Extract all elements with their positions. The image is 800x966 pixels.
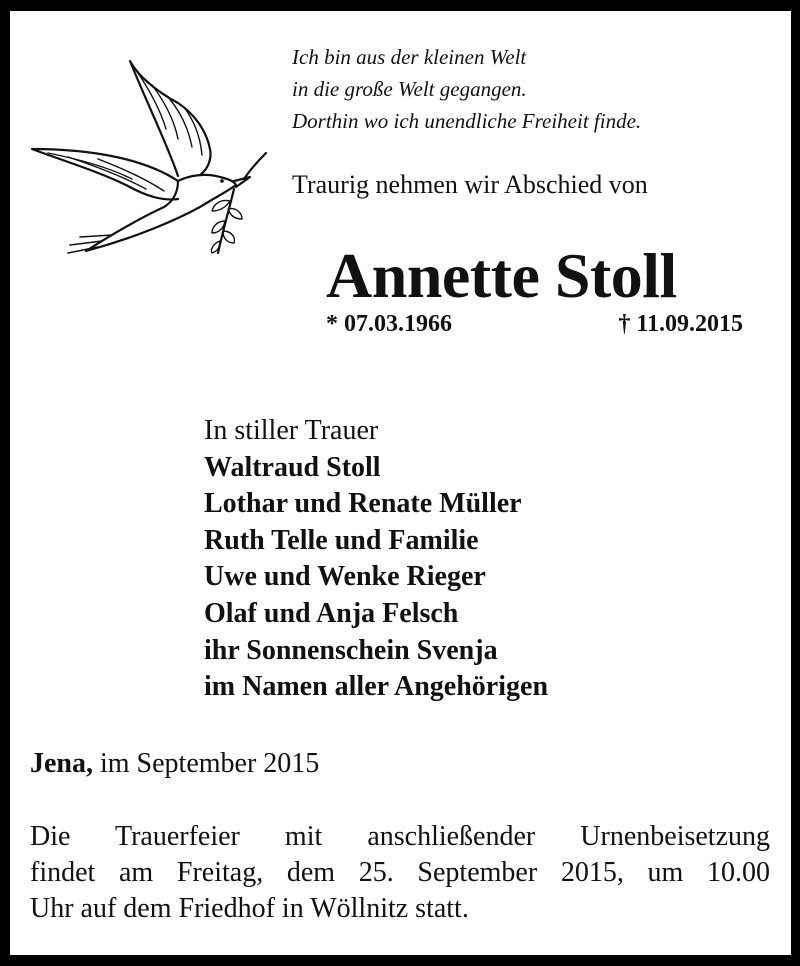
mourner-name: im Namen aller Angehörigen [204, 671, 549, 703]
mourners-heading: In stiller Trauer [204, 415, 379, 446]
mourners-list [204, 413, 548, 706]
place-city: Jena, [30, 748, 93, 779]
funeral-line: findet am Freitag, dem 25. September 2015, um 10.00 [30, 857, 770, 888]
funeral-notice [30, 819, 770, 927]
poem-line: in die große Welt gegangen. [292, 77, 527, 101]
deceased-name: Annette Stoll [326, 240, 677, 311]
birth-date: * 07.03.1966 [326, 311, 452, 337]
funeral-line: Die Trauerfeier mit anschließender Urnenbeisetzung [30, 821, 770, 852]
mourner-name: Waltraud Stoll [204, 451, 381, 483]
mourner-name: Lothar und Renate Müller [204, 488, 522, 520]
obituary-card [10, 11, 791, 955]
intro-text: Traurig nehmen wir Abschied von [292, 170, 648, 199]
mourner-name: Uwe und Wenke Rieger [204, 561, 486, 593]
mourner-name: ihr Sonnenschein Svenja [204, 634, 498, 666]
poem [292, 41, 641, 137]
place-and-date [30, 746, 319, 782]
funeral-line: Uhr auf dem Friedhof in Wöllnitz statt. [30, 893, 469, 924]
poem-line: Ich bin aus der kleinen Welt [292, 45, 527, 69]
mourner-name: Olaf und Anja Felsch [204, 597, 459, 629]
death-date: † 11.09.2015 [618, 311, 743, 337]
place-date: im September 2015 [93, 748, 320, 779]
dove-with-olive-branch-icon [28, 41, 268, 256]
mourner-name: Ruth Telle und Familie [204, 524, 479, 556]
poem-line: Dorthin wo ich unendliche Freiheit finde. [292, 109, 642, 133]
